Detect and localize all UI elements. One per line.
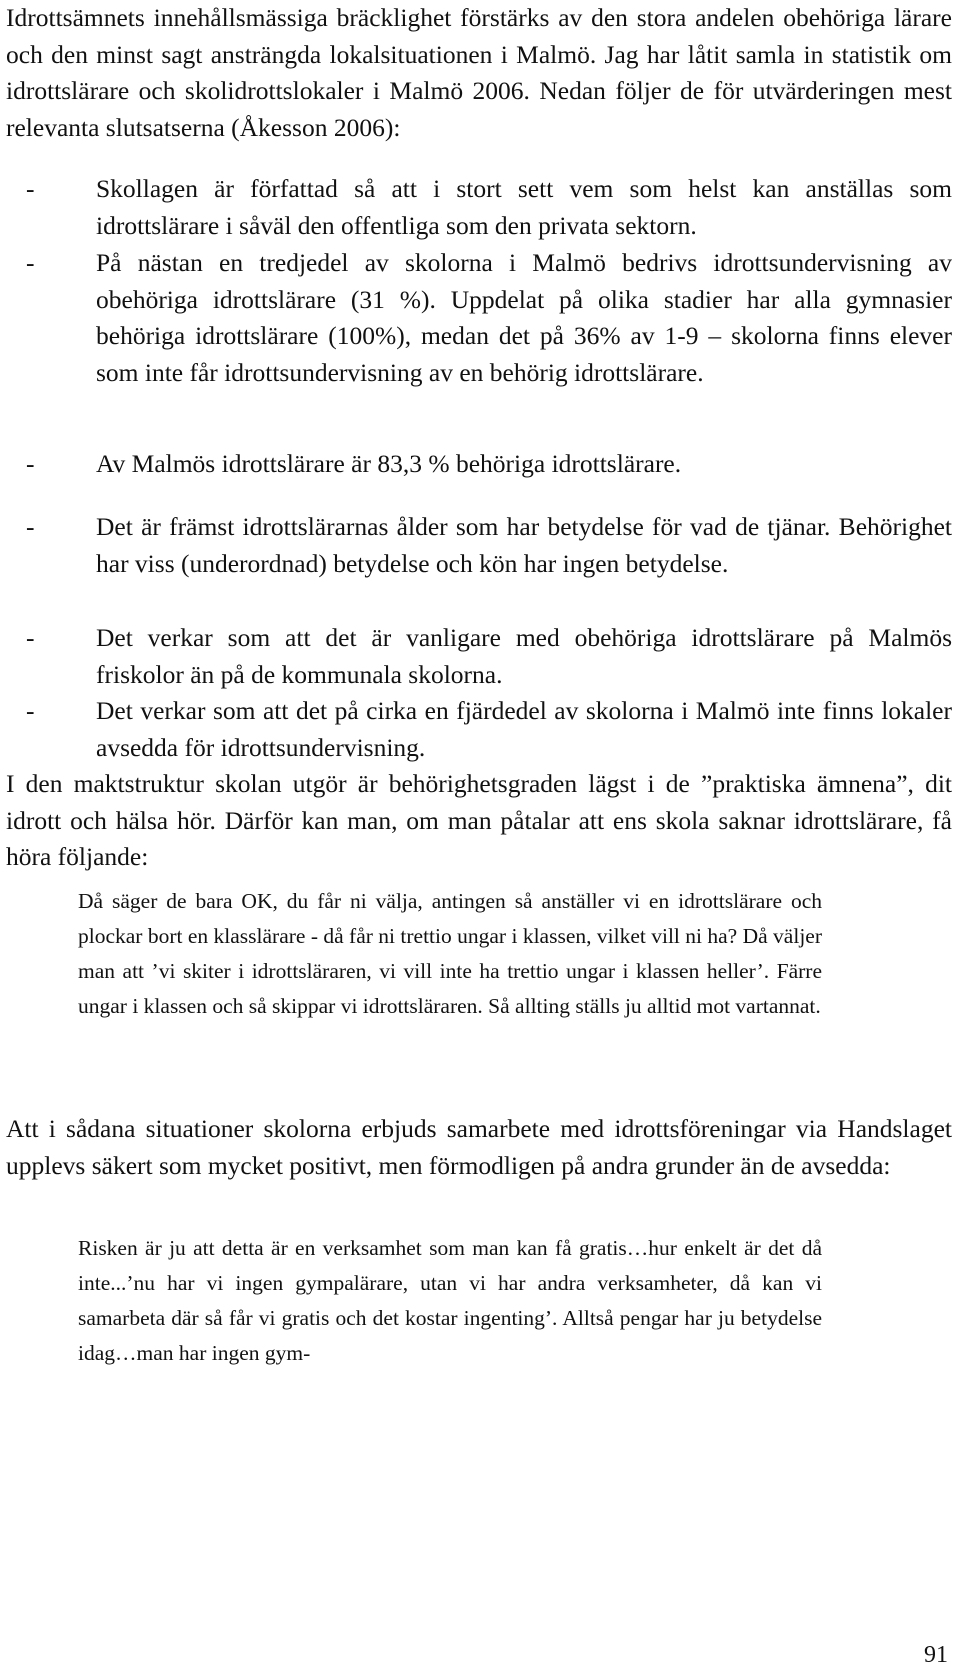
block-quote: Risken är ju att detta är en verksamhet som man kan få gratis…hur enkelt är det då inte...’nu har vi ingen gympalärare, utan vi har andra verksamheter, då kan vi samarbeta där så får vi gratis och det kostar ingenting’. Alltså pengar har ju betydelse idag…man har ingen gym- [78,1236,822,1365]
list-item-text: Skollagen är författad så att i stort sett vem som helst kan anställas som idrottslärare i såväl den offentliga som den privata sektorn. [96,174,952,240]
list-item-text: Det verkar som att det på cirka en fjärdedel av skolorna i Malmö inte finns lokaler avsedda för idrottsundervisning. [96,696,952,762]
page-number: 91 [924,1642,948,1668]
body-paragraph: I den maktstruktur skolan utgör är behörighetsgraden lägst i de ”praktiska ämnena”, dit idrott och hälsa hör. Därför kan man, om man påtalar att ens skola saknar idrottslärare, få höra följande: [6,769,952,871]
list-item-marker: - [26,696,35,725]
list-item-marker: - [26,512,35,541]
list-item-marker: - [26,623,35,652]
list-item-marker: - [26,248,35,277]
list-item-marker: - [26,449,35,478]
list-item-marker: - [26,174,35,203]
list-item-text: På nästan en tredjedel av skolorna i Malmö bedrivs idrottsundervisning av obehöriga idrottslärare (31 %). Uppdelat på olika stadier har alla gymnasier behöriga idrottslärare (100%), medan det på 36% av 1-9 – skolorna finns elever som inte får idrottsundervisning av en behörig idrottslärare. [96,248,952,387]
block-quote: Då säger de bara OK, du får ni välja, antingen så anställer vi en idrottslärare och plockar bort en klasslärare - då får ni trettio ungar i klassen, vilket vill ni ha? Då väljer man att ’vi skiter i idrottsläraren, vi vill inte ha trettio ungar i klassen heller’. Färre ungar i klassen och så skippar vi idrottsläraren. Så allting ställs ju alltid mot vartannat. [78,889,822,1018]
intro-paragraph: Idrottsämnets innehållsmässiga bräcklighet förstärks av den stora andelen obehöriga lärare och den minst sagt ansträngda lokalsituationen i Malmö. Jag har låtit samla in statistik om idrottslärare och skolidrottslokaler i Malmö 2006. Nedan följer de för utvärderingen mest relevanta slutsatserna (Åkesson 2006): [6,3,952,142]
list-item-text: Av Malmös idrottslärare är 83,3 % behöriga idrottslärare. [96,449,682,478]
body-paragraph: Att i sådana situationer skolorna erbjuds samarbete med idrottsföreningar via Handslaget upplevs säkert som mycket positivt, men förmodligen på andra grunder än de avsedda: [6,1114,952,1180]
list-item-text: Det verkar som att det är vanligare med obehöriga idrottslärare på Malmös friskolor än på de kommunala skolorna. [96,623,952,689]
list-item-text: Det är främst idrottslärarnas ålder som har betydelse för vad de tjänar. Behörighet har viss (underordnad) betydelse och kön har ingen betydelse. [96,512,952,578]
